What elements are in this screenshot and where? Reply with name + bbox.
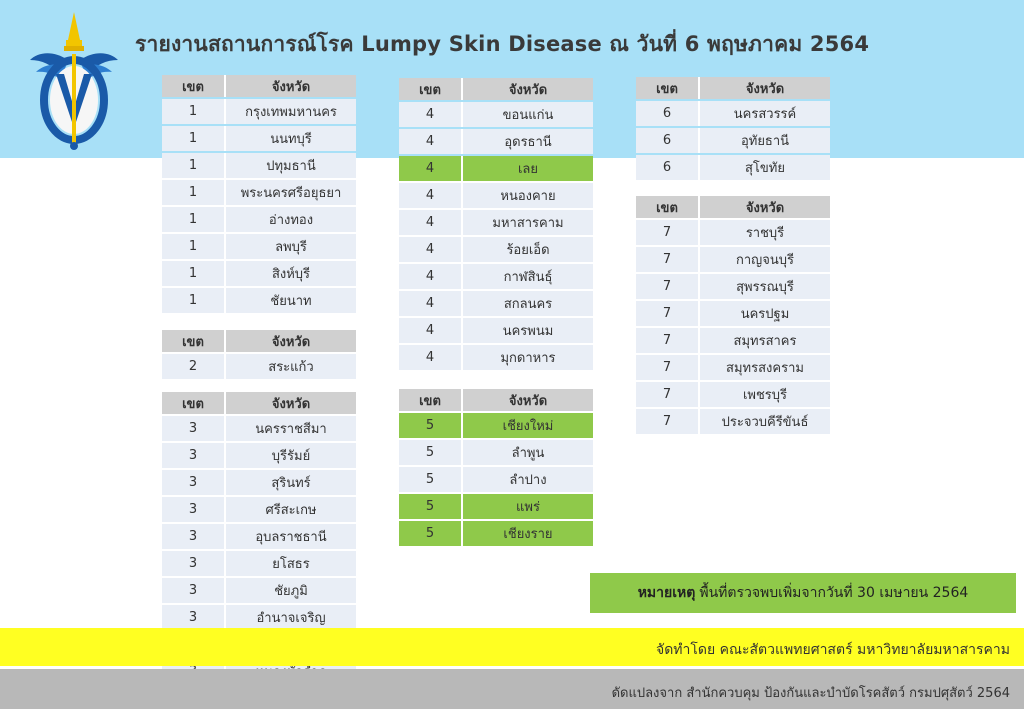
province-cell: นครราชสีมา — [226, 416, 356, 441]
province-cell: สมุทรสงคราม — [700, 355, 830, 380]
table-row — [399, 237, 593, 262]
province-cell: หนองคาย — [463, 183, 593, 208]
zone-cell: 7 — [636, 247, 700, 272]
province-cell: อุบลราชธานี — [226, 524, 356, 549]
zone-table — [162, 328, 356, 381]
zone-cell: 4 — [399, 210, 463, 235]
province-cell: มหาสารคาม — [463, 210, 593, 235]
zone-cell: 7 — [636, 409, 700, 434]
province-header: จังหวัด — [463, 389, 593, 411]
table-row — [162, 524, 356, 549]
province-cell: อำนาจเจริญ — [226, 605, 356, 630]
province-cell: ลำพูน — [463, 440, 593, 465]
table-row — [162, 126, 356, 151]
table-row — [636, 409, 830, 434]
table-header-row — [399, 78, 593, 100]
zone-table — [399, 76, 593, 372]
zone-cell: 1 — [162, 288, 226, 313]
province-header: จังหวัด — [226, 330, 356, 352]
table-row — [162, 470, 356, 495]
table-header-row — [636, 77, 830, 99]
table-row — [636, 328, 830, 353]
zone-cell: 1 — [162, 180, 226, 205]
table-row — [162, 605, 356, 630]
province-cell: ปทุมธานี — [226, 153, 356, 178]
zone-cell: 4 — [399, 237, 463, 262]
province-cell: สมุทรสาคร — [700, 328, 830, 353]
table-row — [636, 247, 830, 272]
province-cell: บุรีรัมย์ — [226, 443, 356, 468]
province-cell: ยโสธร — [226, 551, 356, 576]
province-cell: นครปฐม — [700, 301, 830, 326]
zone-cell: 3 — [162, 605, 226, 630]
table-row — [636, 301, 830, 326]
province-cell: เลย — [463, 156, 593, 181]
province-cell: ศรีสะเกษ — [226, 497, 356, 522]
page-title: รายงานสถานการณ์โรค Lumpy Skin Disease ณ วันที่ 6 พฤษภาคม 2564 — [135, 32, 870, 56]
table-row — [162, 153, 356, 178]
zone-cell: 4 — [399, 102, 463, 127]
province-cell: เชียงใหม่ — [463, 413, 593, 438]
province-cell: พระนครศรีอยุธยา — [226, 180, 356, 205]
province-header: จังหวัด — [463, 78, 593, 100]
zone-cell: 3 — [162, 443, 226, 468]
zone-cell: 5 — [399, 440, 463, 465]
zone-cell: 5 — [399, 467, 463, 492]
zone-cell: 5 — [399, 494, 463, 519]
zone-cell: 1 — [162, 261, 226, 286]
zone-cell: 3 — [162, 416, 226, 441]
zone-table — [636, 75, 830, 182]
veterinary-faculty-emblem-icon — [28, 10, 120, 156]
table-row — [162, 234, 356, 259]
table-row — [399, 413, 593, 438]
zone-header: เขต — [162, 330, 226, 352]
table-row — [399, 156, 593, 181]
zone-cell: 7 — [636, 382, 700, 407]
province-cell: กรุงเทพมหานคร — [226, 99, 356, 124]
province-header: จังหวัด — [226, 75, 356, 97]
province-cell: อุดรธานี — [463, 129, 593, 154]
zone-cell: 3 — [162, 524, 226, 549]
table-row — [162, 354, 356, 379]
province-cell: แพร่ — [463, 494, 593, 519]
table-row — [636, 128, 830, 153]
table-row — [162, 99, 356, 124]
province-cell: ประจวบคีรีขันธ์ — [700, 409, 830, 434]
table-row — [399, 318, 593, 343]
zone-header: เขต — [399, 389, 463, 411]
source-text: ดัดแปลงจาก สำนักควบคุม ป้องกันและบำบัดโรคสัตว์ กรมปศุสัตว์ 2564 — [611, 686, 1010, 701]
zone-cell: 5 — [399, 413, 463, 438]
zone-cell: 7 — [636, 328, 700, 353]
zone-header: เขต — [636, 77, 700, 99]
table-row — [399, 102, 593, 127]
table-row — [162, 207, 356, 232]
province-cell: กาญจนบุรี — [700, 247, 830, 272]
zone-cell: 4 — [399, 156, 463, 181]
credit-band — [0, 628, 1024, 666]
province-cell: ลพบุรี — [226, 234, 356, 259]
province-cell: ร้อยเอ็ด — [463, 237, 593, 262]
province-cell: ชัยนาท — [226, 288, 356, 313]
province-cell: กาฬสินธุ์ — [463, 264, 593, 289]
zone-cell: 1 — [162, 99, 226, 124]
zone-cell: 5 — [399, 521, 463, 546]
table-row — [162, 180, 356, 205]
table-row — [636, 155, 830, 180]
province-cell: สกลนคร — [463, 291, 593, 316]
table-row — [636, 382, 830, 407]
zone-cell: 7 — [636, 355, 700, 380]
table-header-row — [399, 389, 593, 411]
zone-cell: 3 — [162, 551, 226, 576]
zone-cell: 4 — [399, 129, 463, 154]
zone-cell: 3 — [162, 497, 226, 522]
province-cell: สระแก้ว — [226, 354, 356, 379]
credit-text: จัดทำโดย คณะสัตวแพทยศาสตร์ มหาวิทยาลัยมหาสารคาม — [655, 642, 1010, 658]
zone-cell: 6 — [636, 128, 700, 153]
note-label: หมายเหตุ — [637, 585, 696, 601]
table-row — [636, 355, 830, 380]
table-row — [399, 264, 593, 289]
zone-cell: 6 — [636, 101, 700, 126]
zone-cell: 1 — [162, 126, 226, 151]
zone-cell: 3 — [162, 578, 226, 603]
table-row — [162, 443, 356, 468]
zone-table — [399, 387, 593, 548]
province-cell: อุทัยธานี — [700, 128, 830, 153]
table-row — [636, 220, 830, 245]
province-cell: ขอนแก่น — [463, 102, 593, 127]
zone-cell: 3 — [162, 470, 226, 495]
province-cell: นครพนม — [463, 318, 593, 343]
zone-cell: 4 — [399, 318, 463, 343]
zone-header: เขต — [636, 196, 700, 218]
table-row — [162, 551, 356, 576]
zone-cell: 7 — [636, 301, 700, 326]
zone-cell: 1 — [162, 153, 226, 178]
province-cell: นครสวรรค์ — [700, 101, 830, 126]
table-header-row — [162, 75, 356, 97]
province-cell: เชียงราย — [463, 521, 593, 546]
table-row — [399, 494, 593, 519]
province-cell: ราชบุรี — [700, 220, 830, 245]
zone-cell: 4 — [399, 291, 463, 316]
table-row — [162, 288, 356, 313]
table-row — [399, 210, 593, 235]
zone-cell: 1 — [162, 207, 226, 232]
province-cell: สิงห์บุรี — [226, 261, 356, 286]
table-header-row — [636, 196, 830, 218]
zone-cell: 2 — [162, 354, 226, 379]
table-row — [162, 261, 356, 286]
zone-header: เขต — [399, 78, 463, 100]
zone-cell: 7 — [636, 274, 700, 299]
province-cell: นนทบุรี — [226, 126, 356, 151]
source-band — [0, 669, 1024, 709]
zone-header: เขต — [162, 392, 226, 414]
province-header: จังหวัด — [700, 77, 830, 99]
legend-note — [590, 573, 1016, 613]
zone-table — [636, 194, 830, 436]
table-row — [399, 467, 593, 492]
table-row — [399, 521, 593, 546]
province-cell: สุโขทัย — [700, 155, 830, 180]
zone-cell: 4 — [399, 264, 463, 289]
table-row — [636, 274, 830, 299]
table-row — [162, 497, 356, 522]
table-header-row — [162, 392, 356, 414]
table-row — [399, 291, 593, 316]
zone-cell: 7 — [636, 220, 700, 245]
zone-cell: 6 — [636, 155, 700, 180]
province-cell: ลำปาง — [463, 467, 593, 492]
table-header-row — [162, 330, 356, 352]
table-row — [162, 578, 356, 603]
province-header: จังหวัด — [226, 392, 356, 414]
province-cell: เพชรบุรี — [700, 382, 830, 407]
table-row — [636, 101, 830, 126]
province-cell: ชัยภูมิ — [226, 578, 356, 603]
province-header: จังหวัด — [700, 196, 830, 218]
table-row — [399, 183, 593, 208]
province-cell: สุพรรณบุรี — [700, 274, 830, 299]
note-text: พื้นที่ตรวจพบเพิ่มจากวันที่ 30 เมษายน 2564 — [699, 585, 969, 601]
zone-cell: 4 — [399, 183, 463, 208]
zone-table — [162, 73, 356, 315]
table-row — [399, 129, 593, 154]
table-row — [399, 440, 593, 465]
province-cell: มุกดาหาร — [463, 345, 593, 370]
table-row — [162, 416, 356, 441]
province-cell: อ่างทอง — [226, 207, 356, 232]
zone-cell: 1 — [162, 234, 226, 259]
zone-header: เขต — [162, 75, 226, 97]
table-row — [399, 345, 593, 370]
province-cell: สุรินทร์ — [226, 470, 356, 495]
zone-cell: 4 — [399, 345, 463, 370]
